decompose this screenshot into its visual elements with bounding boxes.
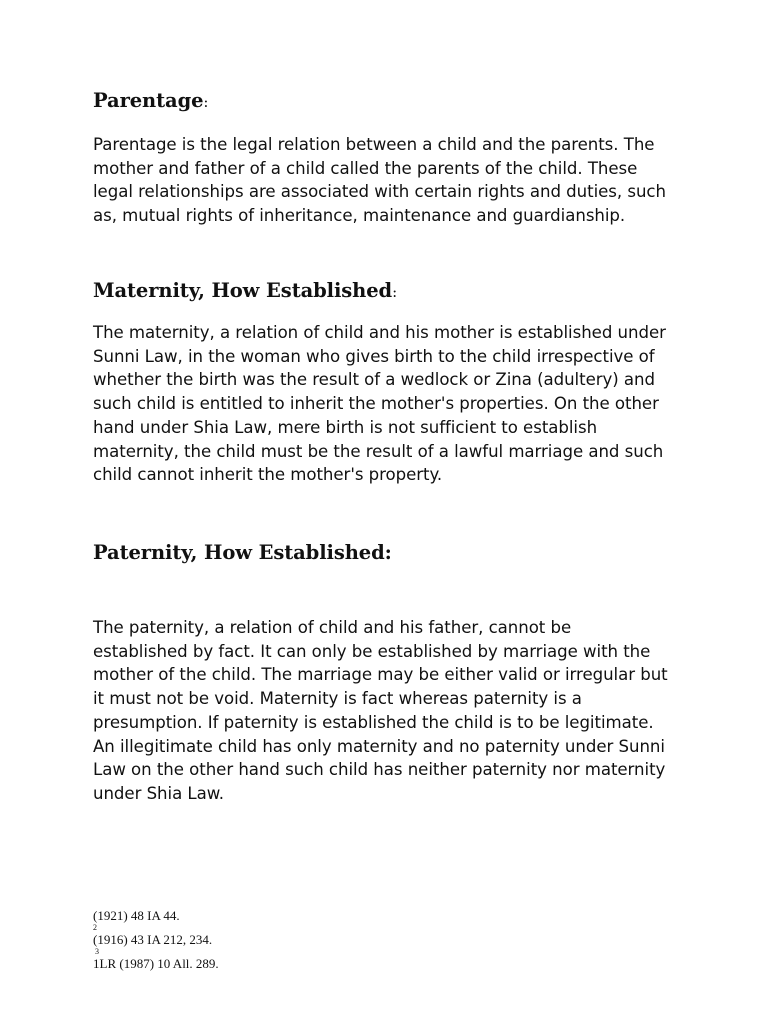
footnote-mark-3: 3 [95,947,99,956]
footnote-3: 1LR (1987) 10 All. 289. [93,956,219,971]
text-line: child cannot inherit the mother's property. [93,465,443,485]
text-line: whether the birth was the result of a wedlock or Zina (adultery) and [93,370,655,390]
text-line: under Shia Law. [93,783,224,803]
text-line: The paternity, a relation of child and his father, cannot be [93,618,572,637]
text-line: presumption. If paternity is established the child is to be legitimate. [93,712,654,732]
text-line: maternity, the child must be the result of a lawful marriage and such [93,441,664,461]
text-line: Parentage is the legal relation between a child and the parents. The [93,135,655,154]
text-line: as, mutual rights of inheritance, maintenance and guardianship. [93,206,626,226]
text-line: such child is entitled to inherit the mother's properties. On the other [93,394,659,414]
text-line: Law on the other hand such child has neither paternity nor maternity [93,760,666,780]
text-line: hand under Shia Law, mere birth is not sufficient to establish [93,417,598,437]
footnote-mark-2: 2 [93,923,97,932]
footnote-1: (1921) 48 IA 44. [93,908,180,923]
paragraph-paternity [93,616,693,806]
text-line: mother of the child. The marriage may be either valid or irregular but [93,665,668,685]
heading-parentage: Parentage: [93,89,209,112]
text-line: legal relationships are associated with certain rights and duties, such [93,182,666,202]
heading-paternity: Paternity, How Established: [93,541,392,564]
paragraph-parentage [93,133,693,228]
text-line: Sunni Law, in the woman who gives birth to the child irrespective of [93,346,655,366]
footnote-2: (1916) 43 IA 212, 234. [93,932,213,947]
paragraph-maternity [93,321,693,487]
footnotes [93,908,219,971]
text-line: The maternity, a relation of child and his mother is established under [93,323,666,342]
text-line: it must not be void. Maternity is fact whereas paternity is a [93,689,582,709]
heading-colon: : [384,541,392,564]
heading-colon: : [392,283,398,301]
text-line: mother and father of a child called the parents of the child. These [93,158,638,178]
text-line: established by fact. It can only be established by marriage with the [93,641,651,661]
heading-maternity: Maternity, How Established: [93,279,398,302]
text-line: An illegitimate child has only maternity and no paternity under Sunni [93,736,665,756]
heading-colon: : [203,93,209,111]
